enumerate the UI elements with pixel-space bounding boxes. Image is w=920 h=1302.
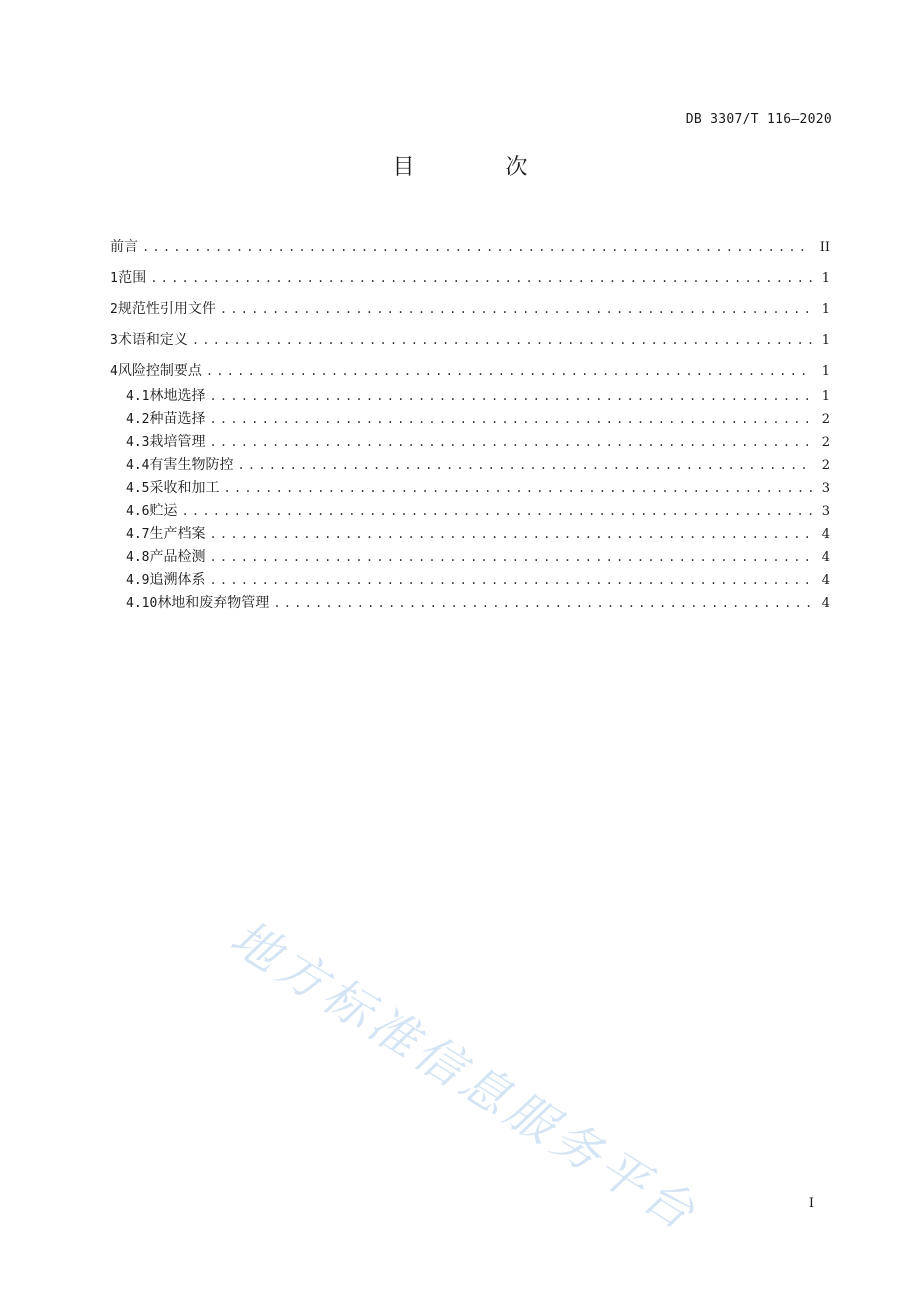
- toc-entry-page: 2: [821, 435, 830, 450]
- toc-entry-number: 4.8: [126, 550, 150, 565]
- toc-entry-page: 1: [821, 333, 830, 348]
- toc-entry-page: 1: [821, 389, 830, 404]
- toc-entry-label: 有害生物防控: [149, 457, 234, 473]
- toc-leader-dots: [142, 236, 812, 259]
- toc-leader-dots: [220, 298, 812, 321]
- toc-entry-number: 4.1: [126, 389, 150, 404]
- watermark-text: 地方标准信息服务平台: [220, 909, 709, 1244]
- toc-entry-label: 前言: [110, 239, 138, 255]
- toc-entry-terms-definitions[interactable]: [110, 329, 830, 352]
- toc-subentry[interactable]: [110, 454, 830, 477]
- toc-subentry[interactable]: [110, 569, 830, 592]
- toc-entry-page: 1: [821, 302, 830, 317]
- toc-entry-number: 4.7: [126, 527, 150, 542]
- toc-entry-label: 栽培管理: [149, 434, 206, 450]
- toc-entry-page: 3: [821, 504, 830, 519]
- toc-entry-number: 4: [110, 364, 118, 379]
- toc-entry-number: 4.4: [126, 458, 150, 473]
- toc-subentry[interactable]: [110, 546, 830, 569]
- toc-entry-label: 规范性引用文件: [117, 301, 216, 317]
- toc-entry-label: 生产档案: [149, 526, 206, 542]
- toc-subentry[interactable]: [110, 477, 830, 500]
- standard-code: DB 3307/T 116—2020: [685, 112, 832, 127]
- toc-entry-foreword[interactable]: [110, 236, 830, 259]
- toc-entry-label: 林地和废弃物管理: [157, 595, 270, 611]
- toc-entry-number: 4.3: [126, 435, 150, 450]
- toc-entry-page: 2: [821, 458, 830, 473]
- toc-entry-page: 4: [821, 573, 830, 588]
- toc-entry-number: 3: [110, 333, 118, 348]
- toc-leader-dots: [192, 329, 812, 352]
- toc-leader-dots: [150, 267, 812, 290]
- toc-leader-dots: [237, 454, 812, 477]
- toc-entry-label: 范围: [118, 270, 147, 286]
- toc-leader-dots: [209, 523, 812, 546]
- toc-leader-dots: [223, 477, 812, 500]
- toc-entry-risk-control[interactable]: [110, 360, 830, 383]
- toc-subentry[interactable]: [110, 500, 830, 523]
- toc-entry-page: 2: [821, 412, 830, 427]
- toc-entry-scope[interactable]: [110, 267, 830, 290]
- toc-entry-page: 1: [821, 364, 830, 379]
- page-title: 目 次: [392, 155, 570, 180]
- toc-entry-label: 产品检测: [149, 549, 206, 565]
- toc-subentry[interactable]: [110, 408, 830, 431]
- toc-entry-number: 1: [110, 271, 118, 286]
- toc-entry-number: 4.6: [126, 504, 150, 519]
- toc-entry-number: 4.10: [126, 596, 158, 611]
- table-of-contents: [110, 236, 830, 615]
- toc-subentry[interactable]: [110, 592, 830, 615]
- toc-subentry[interactable]: [110, 523, 830, 546]
- toc-leader-dots: [209, 431, 812, 454]
- toc-entry-page: 4: [821, 527, 830, 542]
- toc-leader-dots: [209, 385, 812, 408]
- toc-entry-number: 2: [110, 302, 118, 317]
- toc-leader-dots: [209, 569, 812, 592]
- toc-entry-page: 4: [821, 550, 830, 565]
- toc-entry-page: 1: [821, 271, 830, 286]
- toc-entry-normative-references[interactable]: [110, 298, 830, 321]
- toc-entry-page: 4: [821, 596, 830, 611]
- toc-entry-label: 风险控制要点: [117, 363, 202, 379]
- toc-entry-label: 术语和定义: [117, 332, 188, 348]
- toc-subentry[interactable]: [110, 385, 830, 408]
- page-number: I: [808, 1196, 814, 1211]
- toc-leader-dots: [206, 360, 812, 383]
- toc-leader-dots: [209, 546, 812, 569]
- toc-leader-dots: [181, 500, 812, 523]
- toc-entry-page: II: [819, 240, 830, 255]
- toc-entry-label: 种苗选择: [149, 411, 206, 427]
- toc-subentry[interactable]: [110, 431, 830, 454]
- toc-leader-dots: [209, 408, 812, 431]
- toc-entry-page: 3: [821, 481, 830, 496]
- toc-entry-label: 追溯体系: [149, 572, 206, 588]
- toc-entry-number: 4.9: [126, 573, 150, 588]
- toc-entry-label: 贮运: [149, 503, 178, 519]
- toc-leader-dots: [273, 592, 812, 615]
- toc-entry-number: 4.2: [126, 412, 150, 427]
- toc-entry-label: 采收和加工: [149, 480, 220, 496]
- toc-entry-number: 4.5: [126, 481, 150, 496]
- toc-entry-label: 林地选择: [149, 388, 206, 404]
